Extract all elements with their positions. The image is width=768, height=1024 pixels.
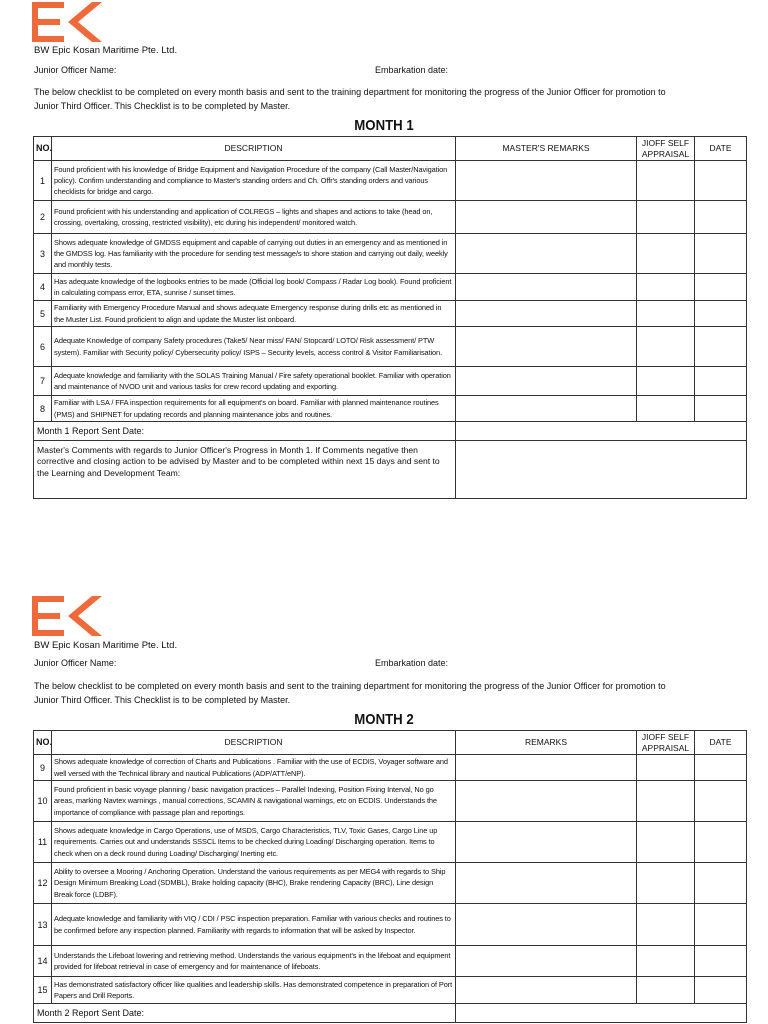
row-number: 6 [34, 327, 52, 367]
officer-fields [34, 658, 734, 668]
row-number: 13 [34, 904, 52, 946]
header-masters-remarks: MASTER'S REMARKS [456, 137, 637, 161]
header-jioff-self-appraisal: JIOFF SELF APPRAISAL [637, 137, 695, 161]
remarks-cell[interactable] [456, 161, 637, 201]
appraisal-cell[interactable] [637, 781, 695, 822]
month-2-report-sent-date-label: Month 2 Report Sent Date: [34, 1004, 456, 1023]
table-row [34, 396, 747, 422]
company-logo [32, 2, 104, 42]
date-cell[interactable] [695, 367, 747, 396]
header-no: NO. [34, 731, 52, 755]
row-description: Familiarity with Emergency Procedure Manual and shows adequate Emergency response during drills etc as mentioned in the Muster List. Found proficient to align and update the Muster list onboard. [52, 301, 456, 327]
appraisal-cell[interactable] [637, 755, 695, 781]
appraisal-cell[interactable] [637, 274, 695, 301]
remarks-cell[interactable] [456, 367, 637, 396]
row-description: Has demonstrated satisfactory officer like qualities and leadership skills. Has demonstrated competence in preparation of Port Papers and Drill Reports. [52, 977, 456, 1004]
intro-text: The below checklist to be completed on every month basis and sent to the training department for monitoring the progress of the Junior Officer for promotion to Junior Third Officer. This Checklist is to be completed by Master. [34, 681, 666, 705]
remarks-cell[interactable] [456, 863, 637, 904]
row-number: 1 [34, 161, 52, 201]
table-row [34, 946, 747, 977]
junior-officer-name-label: Junior Officer Name: [34, 658, 117, 668]
month-1-title: MONTH 1 [354, 117, 414, 134]
header-jioff-self-appraisal: JIOFF SELF APPRAISAL [637, 731, 695, 755]
date-cell[interactable] [695, 201, 747, 234]
row-number: 2 [34, 201, 52, 234]
remarks-cell[interactable] [456, 781, 637, 822]
masters-comments-row [34, 441, 747, 499]
table-row [34, 201, 747, 234]
remarks-cell[interactable] [456, 904, 637, 946]
report-sent-date-row [34, 422, 747, 441]
appraisal-cell[interactable] [637, 234, 695, 274]
row-description: Familiar with LSA / FFA inspection requirements for all equipment's on board. Familiar with planned maintenance routines (PMS) and SHIPNET for updating records and planning maintenance jobs and routines. [52, 396, 456, 422]
report-sent-date-field[interactable] [456, 1004, 747, 1023]
month-2-checklist-table [33, 730, 747, 1023]
date-cell[interactable] [695, 161, 747, 201]
masters-comments-field[interactable] [456, 441, 747, 499]
date-cell[interactable] [695, 327, 747, 367]
month-2-title: MONTH 2 [354, 711, 414, 728]
row-description: Adequate knowledge and familiarity with the SOLAS Training Manual / Fire safety operational booklet. Familiar with operation and maintenance of NVOD unit and various tasks for crew record updating and exporting. [52, 367, 456, 396]
remarks-cell[interactable] [456, 301, 637, 327]
date-cell[interactable] [695, 301, 747, 327]
remarks-cell[interactable] [456, 234, 637, 274]
company-name: BW Epic Kosan Maritime Pte. Ltd. [34, 640, 178, 651]
row-description: Shows adequate knowledge of GMDSS equipment and capable of carrying out duties in an emergency and as mentioned in the GMDSS log. Has familiarity with the procedure for sending test message/s to shore station and carrying out daily, weekly and monthly tests. [52, 234, 456, 274]
remarks-cell[interactable] [456, 201, 637, 234]
row-description: Shows adequate knowledge of correction of Charts and Publications . Familiar with the use of ECDIS, Voyager software and well versed with the Technical library and nautical Publications (ADP/ATT/eNP). [52, 755, 456, 781]
table-row [34, 161, 747, 201]
row-description: Understands the Lifeboat lowering and retrieving method. Understands the various equipment's in the lifeboat and equipment provided for lifeboat retrieval in case of emergency and for maintenance of lifeboats. [52, 946, 456, 977]
date-cell[interactable] [695, 234, 747, 274]
date-cell[interactable] [695, 822, 747, 863]
table-row [34, 863, 747, 904]
row-description: Found proficient with his knowledge of Bridge Equipment and Navigation Procedure of the company (Call Master/Navigation policy). Confirm understanding and compliance to Master's standing orders and Ch. Offr's standing orders and various checklists for bridge and cargo. [52, 161, 456, 201]
row-number: 11 [34, 822, 52, 863]
company-logo [32, 596, 104, 636]
appraisal-cell[interactable] [637, 201, 695, 234]
row-number: 10 [34, 781, 52, 822]
month-1-report-sent-date-label: Month 1 Report Sent Date: [34, 422, 456, 441]
report-sent-date-field[interactable] [456, 422, 747, 441]
row-number: 15 [34, 977, 52, 1004]
row-number: 8 [34, 396, 52, 422]
appraisal-cell[interactable] [637, 863, 695, 904]
header-description: DESCRIPTION [52, 137, 456, 161]
officer-fields [34, 65, 734, 75]
appraisal-cell[interactable] [637, 977, 695, 1004]
row-number: 4 [34, 274, 52, 301]
table-row [34, 904, 747, 946]
row-number: 5 [34, 301, 52, 327]
month-1-checklist-table [33, 136, 747, 499]
table-row [34, 327, 747, 367]
table-header-row [34, 731, 747, 755]
table-row [34, 977, 747, 1004]
appraisal-cell[interactable] [637, 396, 695, 422]
row-description: Has adequate knowledge of the logbooks entries to be made (Official log book/ Compass / Radar Log book). Found proficient in calculating compass error, ETA, sunrise / sunset times. [52, 274, 456, 301]
header-remarks: REMARKS [456, 731, 637, 755]
date-cell[interactable] [695, 781, 747, 822]
row-description: Adequate Knowledge of company Safety procedures (Take5/ Near miss/ FAN/ Stopcard/ LOTO/ Risk assessment/ PTW system). Familiar with Security policy/ Cybersecurity policy/ ISPS – Security levels, access control & Visitor Familiarisation. [52, 327, 456, 367]
report-sent-date-row [34, 1004, 747, 1023]
header-date: DATE [695, 731, 747, 755]
date-cell[interactable] [695, 755, 747, 781]
row-number: 14 [34, 946, 52, 977]
date-cell[interactable] [695, 977, 747, 1004]
date-cell[interactable] [695, 396, 747, 422]
remarks-cell[interactable] [456, 946, 637, 977]
date-cell[interactable] [695, 863, 747, 904]
appraisal-cell[interactable] [637, 161, 695, 201]
header-description: DESCRIPTION [52, 731, 456, 755]
remarks-cell[interactable] [456, 755, 637, 781]
appraisal-cell[interactable] [637, 327, 695, 367]
remarks-cell[interactable] [456, 977, 637, 1004]
row-description: Adequate knowledge and familiarity with VIQ / CDI / PSC inspection preparation. Familiar with various checks and routines to be confirmed before any inspection planned. Familiarity with regards to information that will be asked by Inspector. [52, 904, 456, 946]
remarks-cell[interactable] [456, 327, 637, 367]
row-description: Found proficient with his understanding and application of COLREGS – lights and shapes and actions to take (head on, crossing, overtaking, crossing, restricted visibility), etc during his independent/ monitored watch. [52, 201, 456, 234]
appraisal-cell[interactable] [637, 946, 695, 977]
table-row [34, 781, 747, 822]
row-description: Ability to oversee a Mooring / Anchoring Operation. Understand the various requirements as per MEG4 with regards to Ship Design Minimum Breaking Load (SDMBL), Brake holding capacity (BHC), Brake rendering Capacity (BRC), Line design Break force (LDBF). [52, 863, 456, 904]
row-number: 9 [34, 755, 52, 781]
date-cell[interactable] [695, 946, 747, 977]
table-row [34, 755, 747, 781]
remarks-cell[interactable] [456, 396, 637, 422]
date-cell[interactable] [695, 274, 747, 301]
table-header-row [34, 137, 747, 161]
table-row [34, 822, 747, 863]
appraisal-cell[interactable] [637, 301, 695, 327]
row-description: Shows adequate knowledge in Cargo Operations, use of MSDS, Cargo Characteristics, TLV, Toxic Gases, Cargo Line up requirements. Carries out and understands SSSCL Items to be checked during Loading/ Discharging operation. Items to check when on a deck round during Loading/ Discharging/ Inerting etc. [52, 822, 456, 863]
embarkation-date-label: Embarkation date: [375, 65, 449, 75]
masters-comments-label: Master's Comments with regards to Junior Officer's Progress in Month 1. If Comments negative then corrective and closing action to be advised by Master and to be completed within next 15 days and sent to the Learning and Development Team: [34, 441, 456, 499]
row-number: 12 [34, 863, 52, 904]
table-row [34, 274, 747, 301]
table-row [34, 234, 747, 274]
company-name: BW Epic Kosan Maritime Pte. Ltd. [34, 45, 178, 56]
remarks-cell[interactable] [456, 822, 637, 863]
remarks-cell[interactable] [456, 274, 637, 301]
date-cell[interactable] [695, 904, 747, 946]
appraisal-cell[interactable] [637, 822, 695, 863]
row-number: 3 [34, 234, 52, 274]
appraisal-cell[interactable] [637, 904, 695, 946]
table-row [34, 367, 747, 396]
appraisal-cell[interactable] [637, 367, 695, 396]
table-row [34, 301, 747, 327]
junior-officer-name-label: Junior Officer Name: [34, 65, 117, 75]
row-description: Found proficient in basic voyage planning / basic navigation practices – Parallel Indexing, Position Fixing Interval, No go areas, marking Navtex warnings , manual corrections, SCAMIN & navigational warnings, etc on ECDIS. Understands the importance of compliance with passage plan and reportings. [52, 781, 456, 822]
embarkation-date-label: Embarkation date: [375, 658, 449, 668]
header-date: DATE [695, 137, 747, 161]
row-number: 7 [34, 367, 52, 396]
header-no: NO. [34, 137, 52, 161]
intro-text: The below checklist to be completed on every month basis and sent to the training department for monitoring the progress of the Junior Officer for promotion to Junior Third Officer. This Checklist is to be completed by Master. [34, 87, 666, 111]
